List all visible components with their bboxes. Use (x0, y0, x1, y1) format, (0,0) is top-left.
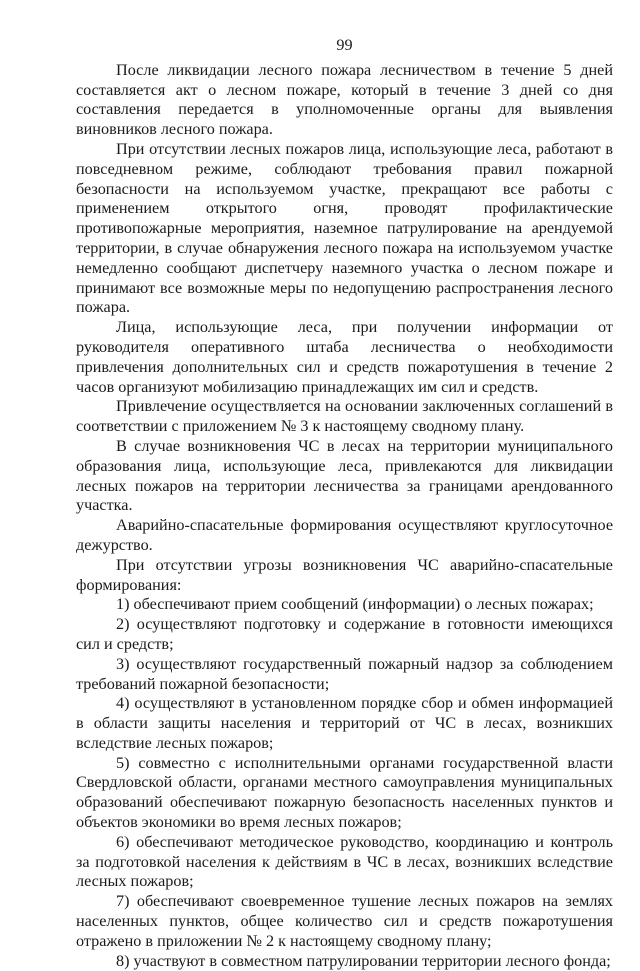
document-page (76, 36, 613, 971)
paragraph-emergency-involvement: В случае возникновения ЧС в лесах на территории муниципального образования лица, использующие леса, привлекаются для ликвидации лесных пожаров на территории лесничества за границами арендованного участка. (76, 436, 613, 515)
page-number: 99 (336, 36, 353, 54)
list-item: 4) осуществляют в установленном порядке сбор и обмен информацией в области защиты населения и территорий от ЧС в лесах, возникших вследствие лесных пожаров; (76, 694, 613, 752)
list-item: 3) осуществляют государственный пожарный надзор за соблюдением требований пожарной безопасности; (76, 654, 613, 693)
list-item: 7) обеспечивают своевременное тушение лесных пожаров на землях населенных пунктов, общее количество сил и средств пожаротушения отражено в приложении № 2 к настоящему сводному плану; (76, 892, 613, 950)
paragraph-no-fires-mode: При отсутствии лесных пожаров лица, использующие леса, работают в повседневном режиме, соблюдают требования правил пожарной безопасности на используемом участке, прекращают все работы с применением открытого огня, проводят профилактические противопожарные мероприятия, наземное патрулирование на арендуемой территории, в случае обнаружения лесного пожара на используемом участке немедленно сообщают диспетчеру наземного участка о лесном пожаре и принимают все возможные меры по недопущению распространения лесного пожара. (76, 139, 613, 317)
list-item: 1) обеспечивают прием сообщений (информации) о лесных пожарах; (116, 595, 594, 614)
paragraph-no-threat-intro: При отсутствии угрозы возникновения ЧС аварийно-спасательные формирования: (76, 555, 613, 594)
list-item: 2) осуществляют подготовку и содержание в готовности имеющихся сил и средств; (76, 615, 613, 653)
list-item: 8) участвуют в совместном патрулировании территории лесного фонда; (116, 951, 611, 970)
paragraph-mobilization: Лица, использующие леса, при получении информации от руководителя оперативного штаба лесничества о необходимости привлечения дополнительных сил и средств пожаротушения в течение 2 часов организуют мобилизацию принадлежащих им сил и средств. (76, 318, 613, 396)
paragraph-fire-act: После ликвидации лесного пожара лесничеством в течение 5 дней составляется акт о лесном пожаре, который в течение 3 дней со дня составления передается в уполномоченные органы для выявления виновников лесного пожара. (76, 60, 613, 139)
list-item: 5) совместно с исполнительными органами государственной власти Свердловской области, органами местного самоуправления муниципальных образований обеспечивают пожарную безопасность населенных пунктов и объектов экономики во время лесных пожаров; (76, 753, 613, 832)
paragraph-agreements: Привлечение осуществляется на основании заключенных соглашений в соответствии с приложением № 3 к настоящему сводному плану. (76, 397, 613, 436)
paragraph-rescue-duty: Аварийно-спасательные формирования осуществляют круглосуточное дежурство. (76, 516, 613, 554)
list-item: 6) обеспечивают методическое руководство, координацию и контроль за подготовкой населения к действиям в ЧС в лесах, возникших вследствие лесных пожаров; (76, 832, 613, 891)
